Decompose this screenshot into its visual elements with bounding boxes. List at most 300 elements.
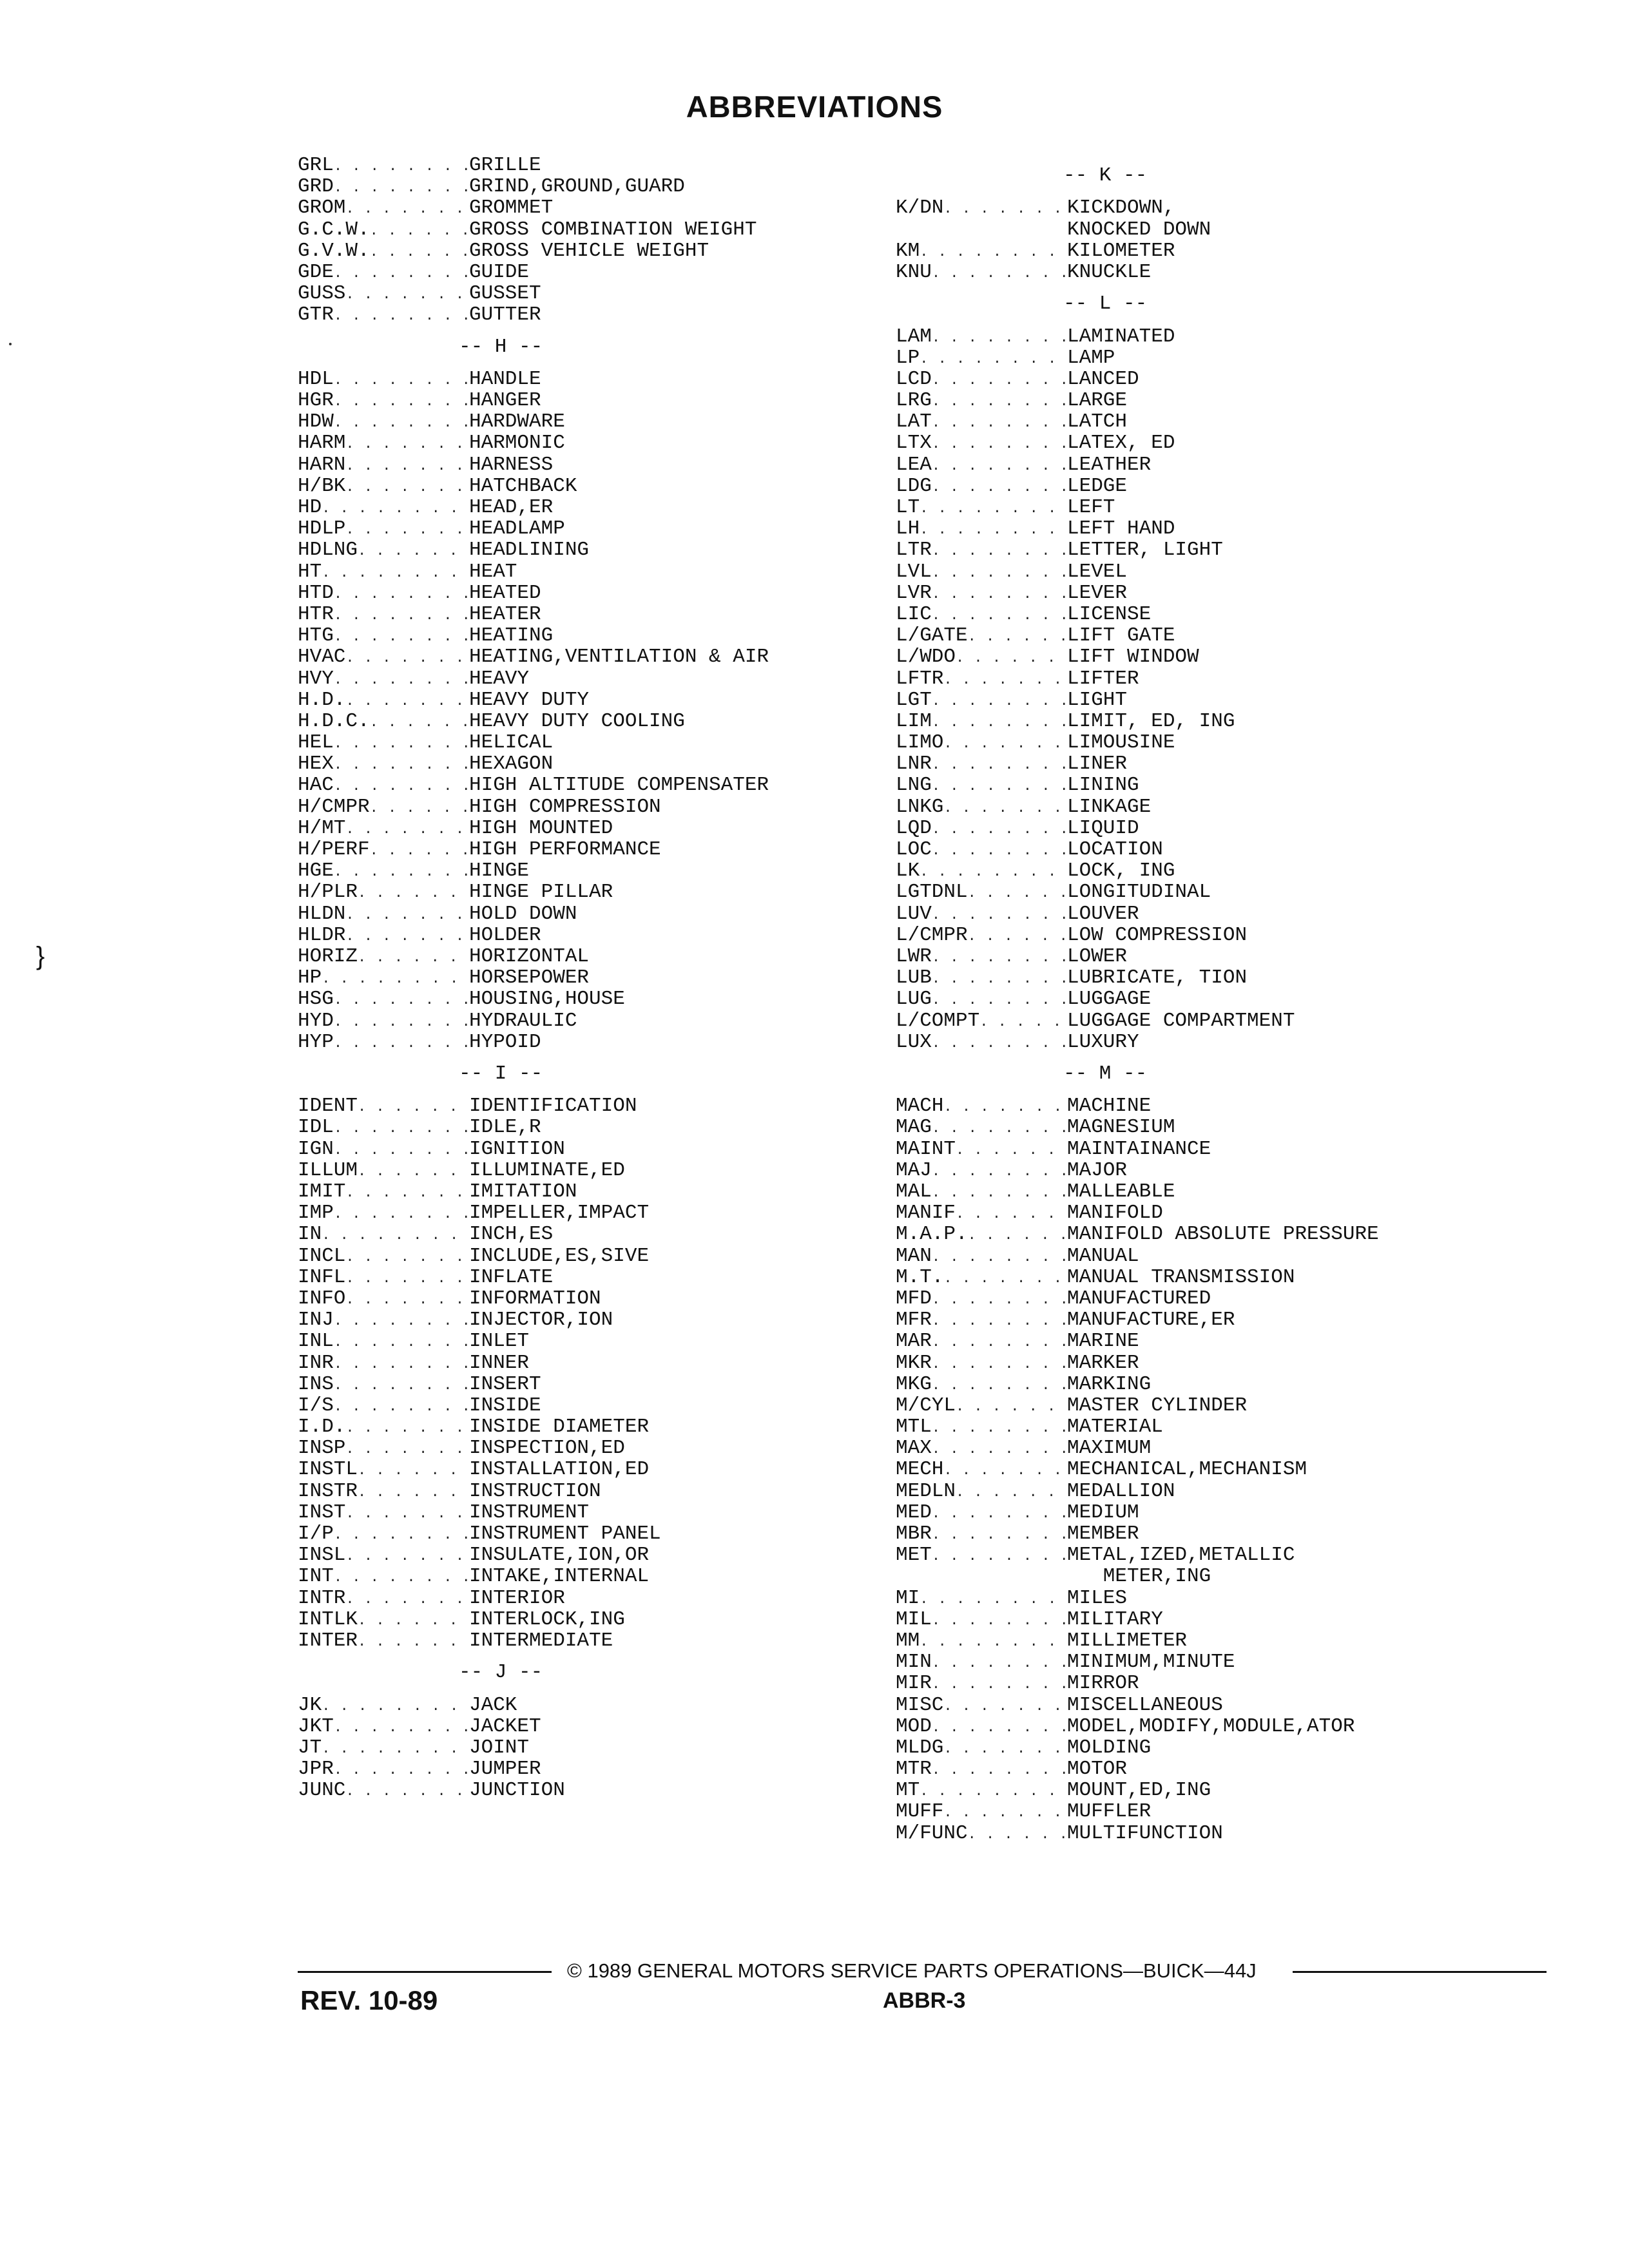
abbreviation-meaning: GROSS COMBINATION WEIGHT — [469, 218, 757, 241]
page-number: ABBR-3 — [883, 1988, 966, 2013]
abbreviation-meaning: MARKER — [1067, 1351, 1139, 1374]
abbreviation-entry — [896, 240, 1579, 262]
abbreviation-entry — [298, 1267, 916, 1288]
abbreviation-entry — [896, 1588, 1579, 1609]
abbreviation-meaning: LEDGE — [1067, 474, 1128, 497]
abbreviation-code: LDG . . . — [896, 476, 1067, 497]
abbreviation-entry — [298, 432, 916, 454]
abbreviation-code: GUSS . . . — [298, 283, 469, 304]
abbreviation-entry — [298, 1630, 916, 1651]
abbreviation-meaning: LIGHT — [1067, 688, 1128, 711]
abbreviation-entry — [298, 1780, 916, 1801]
abbreviation-code: LWR . . . — [896, 946, 1067, 967]
abbreviation-meaning: MEDIUM — [1067, 1501, 1139, 1524]
abbreviation-entry — [896, 881, 1579, 903]
abbreviation-meaning: GUIDE — [469, 260, 530, 284]
abbreviation-code: HDLP . . . — [298, 518, 469, 539]
abbreviation-entry — [298, 454, 916, 476]
abbreviation-entry — [298, 561, 916, 582]
section-letter-header: -- H -- — [459, 335, 543, 358]
abbreviation-meaning: IGNITION — [469, 1137, 565, 1160]
abbreviation-meaning: JUNCTION — [469, 1779, 565, 1802]
abbreviation-code: M/CYL . . . — [896, 1395, 1067, 1416]
abbreviation-entry — [896, 1352, 1579, 1374]
abbreviation-entry — [896, 753, 1579, 774]
abbreviation-code: JUNC . . . — [298, 1780, 469, 1801]
abbreviation-entry — [298, 967, 916, 988]
abbreviation-code: HEL . . . — [298, 732, 469, 753]
abbreviation-code: MAJ . . . — [896, 1160, 1067, 1181]
abbreviation-code: I.D. . . . — [298, 1416, 469, 1437]
abbreviation-entry — [896, 903, 1579, 925]
abbreviation-entry — [298, 1181, 916, 1202]
abbreviation-code: HARN . . . — [298, 454, 469, 476]
abbreviation-entry — [896, 1032, 1579, 1053]
abbreviation-meaning: LEVEL — [1067, 560, 1128, 583]
abbreviation-code: LTX . . . — [896, 432, 1067, 454]
abbreviation-code: G.C.W. . . . — [298, 219, 469, 240]
abbreviation-code: INT . . . — [298, 1566, 469, 1587]
abbreviation-entry — [298, 1481, 916, 1502]
abbreviation-meaning: INFORMATION — [469, 1287, 601, 1310]
abbreviation-code: MT . . . — [896, 1780, 1067, 1801]
abbreviation-meaning: HEADLAMP — [469, 517, 565, 541]
abbreviation-meaning: MOLDING — [1067, 1736, 1152, 1759]
right-column — [896, 155, 1579, 1844]
abbreviation-meaning: MANUAL — [1067, 1244, 1139, 1267]
abbreviation-meaning: INCH,ES — [469, 1223, 554, 1246]
abbreviation-code: MIL . . . — [896, 1609, 1067, 1630]
abbreviation-meaning: LATEX, ED — [1067, 432, 1175, 455]
abbreviation-code: LUV . . . — [896, 903, 1067, 925]
abbreviation-meaning: MAXIMUM — [1067, 1437, 1152, 1460]
abbreviation-code: HDW . . . — [298, 411, 469, 432]
abbreviation-entry — [298, 197, 916, 218]
abbreviation-code: HP . . . — [298, 967, 469, 988]
abbreviation-code: LEA . . . — [896, 454, 1067, 476]
abbreviation-entry — [298, 753, 916, 774]
abbreviation-code: HDL . . . — [298, 369, 469, 390]
abbreviation-code: HTR . . . — [298, 604, 469, 625]
abbreviation-code: HVAC . . . — [298, 646, 469, 668]
abbreviation-entry — [896, 1481, 1579, 1502]
abbreviation-entry — [896, 1801, 1579, 1822]
abbreviation-entry — [896, 1309, 1579, 1331]
abbreviation-entry — [298, 240, 916, 262]
abbreviation-meaning: MASTER CYLINDER — [1067, 1394, 1248, 1417]
abbreviation-meaning: LINKAGE — [1067, 795, 1152, 818]
abbreviation-meaning: HEATED — [469, 581, 541, 604]
abbreviation-entry — [896, 860, 1579, 881]
abbreviation-code: MANIF . . . — [896, 1202, 1067, 1224]
abbreviation-meaning: INTERIOR — [469, 1586, 565, 1610]
abbreviation-meaning: MARKING — [1067, 1372, 1152, 1396]
abbreviation-code: LOC . . . — [896, 839, 1067, 860]
abbreviation-meaning: INSTRUMENT — [469, 1501, 590, 1524]
abbreviation-entry — [896, 582, 1579, 604]
abbreviation-meaning: METAL,IZED,METALLIC — [1067, 1544, 1295, 1567]
abbreviation-code: JT . . . — [298, 1737, 469, 1758]
abbreviation-entry — [896, 1331, 1579, 1352]
abbreviation-code: LQD . . . — [896, 818, 1067, 839]
abbreviation-meaning: IMPELLER,IMPACT — [469, 1202, 650, 1225]
abbreviation-code: MAINT . . . — [896, 1139, 1067, 1160]
abbreviation-entry — [896, 988, 1579, 1010]
abbreviation-entry — [298, 155, 916, 176]
margin-mark: } — [36, 942, 45, 970]
definition-continuation: KNOCKED DOWN — [1067, 218, 1211, 241]
abbreviation-meaning: HIGH PERFORMANCE — [469, 838, 661, 861]
abbreviation-entry — [896, 497, 1579, 518]
abbreviation-code: HTD . . . — [298, 582, 469, 604]
abbreviation-code: LGTDNL . . . — [896, 881, 1067, 903]
abbreviation-meaning: MANUFACTURE,ER — [1067, 1309, 1235, 1332]
abbreviation-code: LIC . . . — [896, 604, 1067, 625]
abbreviation-code: INTLK . . . — [298, 1609, 469, 1630]
abbreviation-entry — [298, 390, 916, 411]
abbreviation-code: HTG . . . — [298, 625, 469, 646]
abbreviation-meaning: KICKDOWN, — [1067, 197, 1175, 220]
abbreviation-entry — [896, 1139, 1579, 1160]
abbreviation-entry — [298, 1695, 916, 1716]
abbreviation-meaning: INSULATE,ION,OR — [469, 1544, 650, 1567]
abbreviation-entry — [896, 1673, 1579, 1694]
abbreviation-entry — [298, 1416, 916, 1437]
abbreviation-code: LUG . . . — [896, 988, 1067, 1010]
abbreviation-meaning: INSERT — [469, 1372, 541, 1396]
abbreviation-entry — [896, 1523, 1579, 1544]
abbreviation-entry — [896, 390, 1579, 411]
abbreviation-entry — [896, 1160, 1579, 1181]
abbreviation-code: MTR . . . — [896, 1758, 1067, 1780]
abbreviation-meaning: JACK — [469, 1693, 517, 1716]
abbreviation-entry — [896, 432, 1579, 454]
abbreviation-meaning: INSIDE DIAMETER — [469, 1416, 650, 1439]
abbreviation-meaning: HINGE PILLAR — [469, 881, 613, 904]
abbreviation-entry — [298, 881, 916, 903]
abbreviation-code: LTR . . . — [896, 539, 1067, 561]
abbreviation-code: M.T. . . . — [896, 1267, 1067, 1288]
abbreviation-code: HSG . . . — [298, 988, 469, 1010]
abbreviation-entry — [896, 411, 1579, 432]
abbreviation-meaning: HINGE — [469, 860, 530, 883]
abbreviation-code: KM . . . — [896, 240, 1067, 262]
abbreviation-meaning: MILITARY — [1067, 1608, 1163, 1631]
abbreviation-meaning: LAMINATED — [1067, 325, 1175, 348]
abbreviation-code: MBR . . . — [896, 1523, 1067, 1544]
abbreviation-meaning: HEADLINING — [469, 539, 590, 562]
abbreviation-code: INL . . . — [298, 1331, 469, 1352]
abbreviation-entry — [298, 1095, 916, 1117]
revision-label: REV. 10-89 — [300, 1985, 438, 2015]
abbreviation-meaning: LINER — [1067, 753, 1128, 776]
abbreviation-entry — [298, 732, 916, 753]
abbreviation-meaning: HANGER — [469, 389, 541, 412]
abbreviation-meaning: INFLATE — [469, 1265, 554, 1289]
abbreviation-meaning: LIMIT, ED, ING — [1067, 709, 1235, 733]
abbreviation-code: LNG . . . — [896, 774, 1067, 796]
abbreviation-entry — [896, 1288, 1579, 1309]
abbreviation-meaning: INTAKE,INTERNAL — [469, 1565, 650, 1588]
abbreviation-meaning: MACHINE — [1067, 1095, 1152, 1118]
abbreviation-meaning: LEVER — [1067, 581, 1128, 604]
abbreviation-meaning: HIGH MOUNTED — [469, 816, 613, 840]
section-letter-header: -- M -- — [1063, 1062, 1148, 1085]
abbreviation-entry — [896, 1459, 1579, 1480]
abbreviation-meaning: LIFT WINDOW — [1067, 646, 1199, 669]
abbreviation-entry — [896, 1395, 1579, 1416]
abbreviation-meaning: IDLE,R — [469, 1116, 541, 1139]
abbreviation-code: INJ . . . — [298, 1309, 469, 1331]
abbreviation-code: M.A.P. . . . — [896, 1224, 1067, 1245]
abbreviation-entry — [896, 476, 1579, 497]
left-column — [298, 155, 916, 1801]
abbreviation-meaning: LOCATION — [1067, 838, 1163, 861]
abbreviation-code: IDENT . . . — [298, 1095, 469, 1117]
abbreviation-entry — [896, 1267, 1579, 1288]
definition-continuation: METER,ING — [1067, 1565, 1211, 1588]
abbreviation-code: MAG . . . — [896, 1117, 1067, 1138]
abbreviation-entry — [896, 1117, 1579, 1138]
abbreviation-entry — [896, 668, 1579, 689]
abbreviation-code: MKG . . . — [896, 1374, 1067, 1395]
abbreviation-code: MECH . . . — [896, 1459, 1067, 1480]
abbreviation-meaning: MILLIMETER — [1067, 1629, 1188, 1652]
abbreviation-entry — [896, 604, 1579, 625]
abbreviation-entry — [298, 476, 916, 497]
abbreviation-entry — [298, 1224, 916, 1245]
abbreviation-entry — [298, 518, 916, 539]
section-letter-header: -- J -- — [459, 1661, 543, 1684]
abbreviation-entry — [896, 711, 1579, 732]
abbreviation-meaning: HYPOID — [469, 1030, 541, 1053]
abbreviation-meaning: LIQUID — [1067, 816, 1139, 840]
abbreviation-meaning: MEDALLION — [1067, 1479, 1175, 1503]
abbreviation-meaning: LOUVER — [1067, 902, 1139, 925]
abbreviation-entry — [298, 1609, 916, 1630]
abbreviation-code: MI . . . — [896, 1588, 1067, 1609]
abbreviation-code: ILLUM . . . — [298, 1160, 469, 1181]
abbreviation-meaning: MAGNESIUM — [1067, 1116, 1175, 1139]
abbreviation-code: INS . . . — [298, 1374, 469, 1395]
abbreviation-meaning: MANIFOLD — [1067, 1202, 1163, 1225]
abbreviation-code: H/CMPR . . . — [298, 796, 469, 818]
abbreviation-code: MAL . . . — [896, 1181, 1067, 1202]
abbreviation-meaning: MAJOR — [1067, 1158, 1128, 1182]
abbreviation-meaning: INJECTOR,ION — [469, 1309, 613, 1332]
abbreviation-meaning: IMITATION — [469, 1180, 577, 1204]
abbreviation-code: H/PLR . . . — [298, 881, 469, 903]
abbreviation-code: MUFF . . . — [896, 1801, 1067, 1822]
abbreviation-entry — [298, 1459, 916, 1480]
page-title: ABBREVIATIONS — [686, 90, 943, 124]
abbreviation-code: GRL . . . — [298, 155, 469, 176]
abbreviation-code: JPR . . . — [298, 1758, 469, 1780]
abbreviation-meaning: HEATING — [469, 624, 554, 648]
abbreviation-meaning: ILLUMINATE,ED — [469, 1158, 625, 1182]
abbreviation-entry — [298, 262, 916, 283]
abbreviation-code: LFTR . . . — [896, 668, 1067, 689]
abbreviation-meaning: LATCH — [1067, 410, 1128, 434]
abbreviation-code: HYD . . . — [298, 1010, 469, 1032]
abbreviation-code: MIN . . . — [896, 1651, 1067, 1673]
abbreviation-entry — [298, 1160, 916, 1181]
copyright-line: © 1989 GENERAL MOTORS SERVICE PARTS OPERATIONS—BUICK—44J — [567, 1959, 1257, 1982]
abbreviation-code: HLDR . . . — [298, 925, 469, 946]
abbreviation-meaning: MALLEABLE — [1067, 1180, 1175, 1204]
abbreviation-entry — [298, 1010, 916, 1032]
abbreviation-meaning: HOLD DOWN — [469, 902, 577, 925]
abbreviation-entry — [298, 946, 916, 967]
abbreviation-code: L/CMPR . . . — [896, 925, 1067, 946]
abbreviation-code: LNR . . . — [896, 753, 1067, 774]
abbreviation-code: MOD . . . — [896, 1716, 1067, 1737]
abbreviation-entry — [298, 668, 916, 689]
abbreviation-code: I/P . . . — [298, 1523, 469, 1544]
abbreviation-meaning: LEFT — [1067, 496, 1115, 519]
abbreviation-meaning: MAINTAINANCE — [1067, 1137, 1211, 1160]
abbreviation-code: MAX . . . — [896, 1437, 1067, 1459]
abbreviation-code: HT . . . — [298, 561, 469, 582]
abbreviation-meaning: GRIND,GROUND,GUARD — [469, 175, 685, 198]
abbreviation-entry — [896, 1823, 1579, 1844]
abbreviation-entry — [298, 1437, 916, 1459]
abbreviation-meaning: MANUFACTURED — [1067, 1287, 1211, 1310]
abbreviation-entry — [298, 219, 916, 240]
abbreviation-code: LVL . . . — [896, 561, 1067, 582]
abbreviation-meaning: HORIZONTAL — [469, 945, 590, 968]
abbreviation-entry — [896, 1245, 1579, 1267]
abbreviation-meaning: HEAT — [469, 560, 517, 583]
abbreviation-meaning: GROSS VEHICLE WEIGHT — [469, 239, 709, 262]
abbreviation-entry — [298, 1374, 916, 1395]
abbreviation-meaning: LONGITUDINAL — [1067, 881, 1211, 904]
abbreviation-meaning: JUMPER — [469, 1758, 541, 1781]
abbreviation-meaning: INSTRUCTION — [469, 1479, 601, 1503]
abbreviation-meaning: LIFT GATE — [1067, 624, 1175, 648]
abbreviation-meaning: HELICAL — [469, 731, 554, 754]
abbreviation-entry — [896, 1416, 1579, 1437]
abbreviation-entry — [298, 1117, 916, 1138]
abbreviation-meaning: MANUAL TRANSMISSION — [1067, 1265, 1295, 1289]
abbreviation-code: INFO . . . — [298, 1288, 469, 1309]
abbreviation-meaning: GRILLE — [469, 154, 541, 177]
abbreviation-entry — [298, 1758, 916, 1780]
abbreviation-code: IGN . . . — [298, 1139, 469, 1160]
abbreviation-entry — [896, 732, 1579, 753]
abbreviation-entry — [298, 1032, 916, 1053]
abbreviation-code: GROM . . . — [298, 197, 469, 218]
footer-rule-right — [1293, 1971, 1547, 1973]
abbreviation-entry — [298, 646, 916, 668]
abbreviation-meaning: LUGGAGE COMPARTMENT — [1067, 1009, 1295, 1032]
abbreviation-meaning: IDENTIFICATION — [469, 1095, 637, 1118]
abbreviation-code: INST . . . — [298, 1502, 469, 1523]
abbreviation-entry — [896, 539, 1579, 561]
abbreviation-entry — [896, 1695, 1579, 1716]
abbreviation-meaning: INSTRUMENT PANEL — [469, 1523, 661, 1546]
abbreviation-entry — [896, 946, 1579, 967]
abbreviation-entry — [298, 711, 916, 732]
abbreviation-entry — [298, 1139, 916, 1160]
abbreviation-entry — [298, 1245, 916, 1267]
abbreviation-meaning: LETTER, LIGHT — [1067, 539, 1223, 562]
abbreviation-entry — [896, 326, 1579, 347]
abbreviation-code: INFL . . . — [298, 1267, 469, 1288]
abbreviation-meaning: MILES — [1067, 1586, 1128, 1610]
abbreviation-meaning: LICENSE — [1067, 602, 1152, 626]
abbreviation-code: H.D.C. . . . — [298, 711, 469, 732]
abbreviation-entry — [896, 262, 1579, 283]
abbreviation-entry — [896, 818, 1579, 839]
abbreviation-entry — [896, 774, 1579, 796]
abbreviation-entry — [298, 1331, 916, 1352]
abbreviation-entry — [896, 1374, 1579, 1395]
abbreviation-code: MAR . . . — [896, 1331, 1067, 1352]
abbreviation-code: LUB . . . — [896, 967, 1067, 988]
abbreviation-meaning: MULTIFUNCTION — [1067, 1821, 1223, 1845]
abbreviation-entry — [896, 689, 1579, 711]
abbreviation-meaning: KNUCKLE — [1067, 260, 1152, 284]
abbreviation-code: GTR . . . — [298, 304, 469, 325]
abbreviation-entry — [896, 347, 1579, 369]
abbreviation-entry — [298, 1288, 916, 1309]
abbreviation-meaning: HOLDER — [469, 923, 541, 947]
abbreviation-entry — [298, 774, 916, 796]
abbreviation-meaning: INTERMEDIATE — [469, 1629, 613, 1652]
abbreviation-code: MACH . . . — [896, 1095, 1067, 1117]
abbreviation-entry — [896, 1224, 1579, 1245]
abbreviation-meaning: HARDWARE — [469, 410, 565, 434]
abbreviation-meaning: HOUSING,HOUSE — [469, 988, 625, 1011]
abbreviation-entry — [896, 625, 1579, 646]
abbreviation-meaning: MOTOR — [1067, 1758, 1128, 1781]
abbreviation-meaning: MECHANICAL,MECHANISM — [1067, 1458, 1307, 1481]
abbreviation-meaning: GROMMET — [469, 197, 554, 220]
abbreviation-code: LP . . . — [896, 347, 1067, 369]
abbreviation-code: INR . . . — [298, 1352, 469, 1374]
abbreviation-code: LVR . . . — [896, 582, 1067, 604]
abbreviation-entry — [298, 860, 916, 881]
abbreviation-meaning: INLET — [469, 1330, 530, 1353]
abbreviation-entry — [298, 1588, 916, 1609]
abbreviation-code: HDLNG . . . — [298, 539, 469, 561]
abbreviation-code: G.V.W. . . . — [298, 240, 469, 262]
abbreviation-entry — [896, 1095, 1579, 1117]
abbreviation-entry — [298, 1523, 916, 1544]
abbreviation-meaning: HATCHBACK — [469, 474, 577, 497]
abbreviation-entry — [896, 1651, 1579, 1673]
footer-rule-left — [298, 1971, 552, 1973]
abbreviation-meaning: MEMBER — [1067, 1523, 1139, 1546]
abbreviation-code: LIMO . . . — [896, 732, 1067, 753]
abbreviation-code: LNKG . . . — [896, 796, 1067, 818]
abbreviation-entry — [896, 1202, 1579, 1224]
abbreviation-meaning: LAMP — [1067, 346, 1115, 369]
abbreviation-meaning: LUGGAGE — [1067, 988, 1152, 1011]
abbreviation-meaning: INCLUDE,ES,SIVE — [469, 1244, 650, 1267]
abbreviation-code: LK . . . — [896, 860, 1067, 881]
abbreviation-meaning: LUBRICATE, TION — [1067, 966, 1248, 990]
abbreviation-entry — [896, 1630, 1579, 1651]
abbreviation-code: MLDG . . . — [896, 1737, 1067, 1758]
abbreviation-entry — [298, 1395, 916, 1416]
abbreviation-meaning: MIRROR — [1067, 1672, 1139, 1695]
abbreviation-entry — [896, 1737, 1579, 1758]
abbreviation-entry — [298, 582, 916, 604]
abbreviation-code: MIR . . . — [896, 1673, 1067, 1694]
abbreviation-meaning: LOCK, ING — [1067, 860, 1175, 883]
